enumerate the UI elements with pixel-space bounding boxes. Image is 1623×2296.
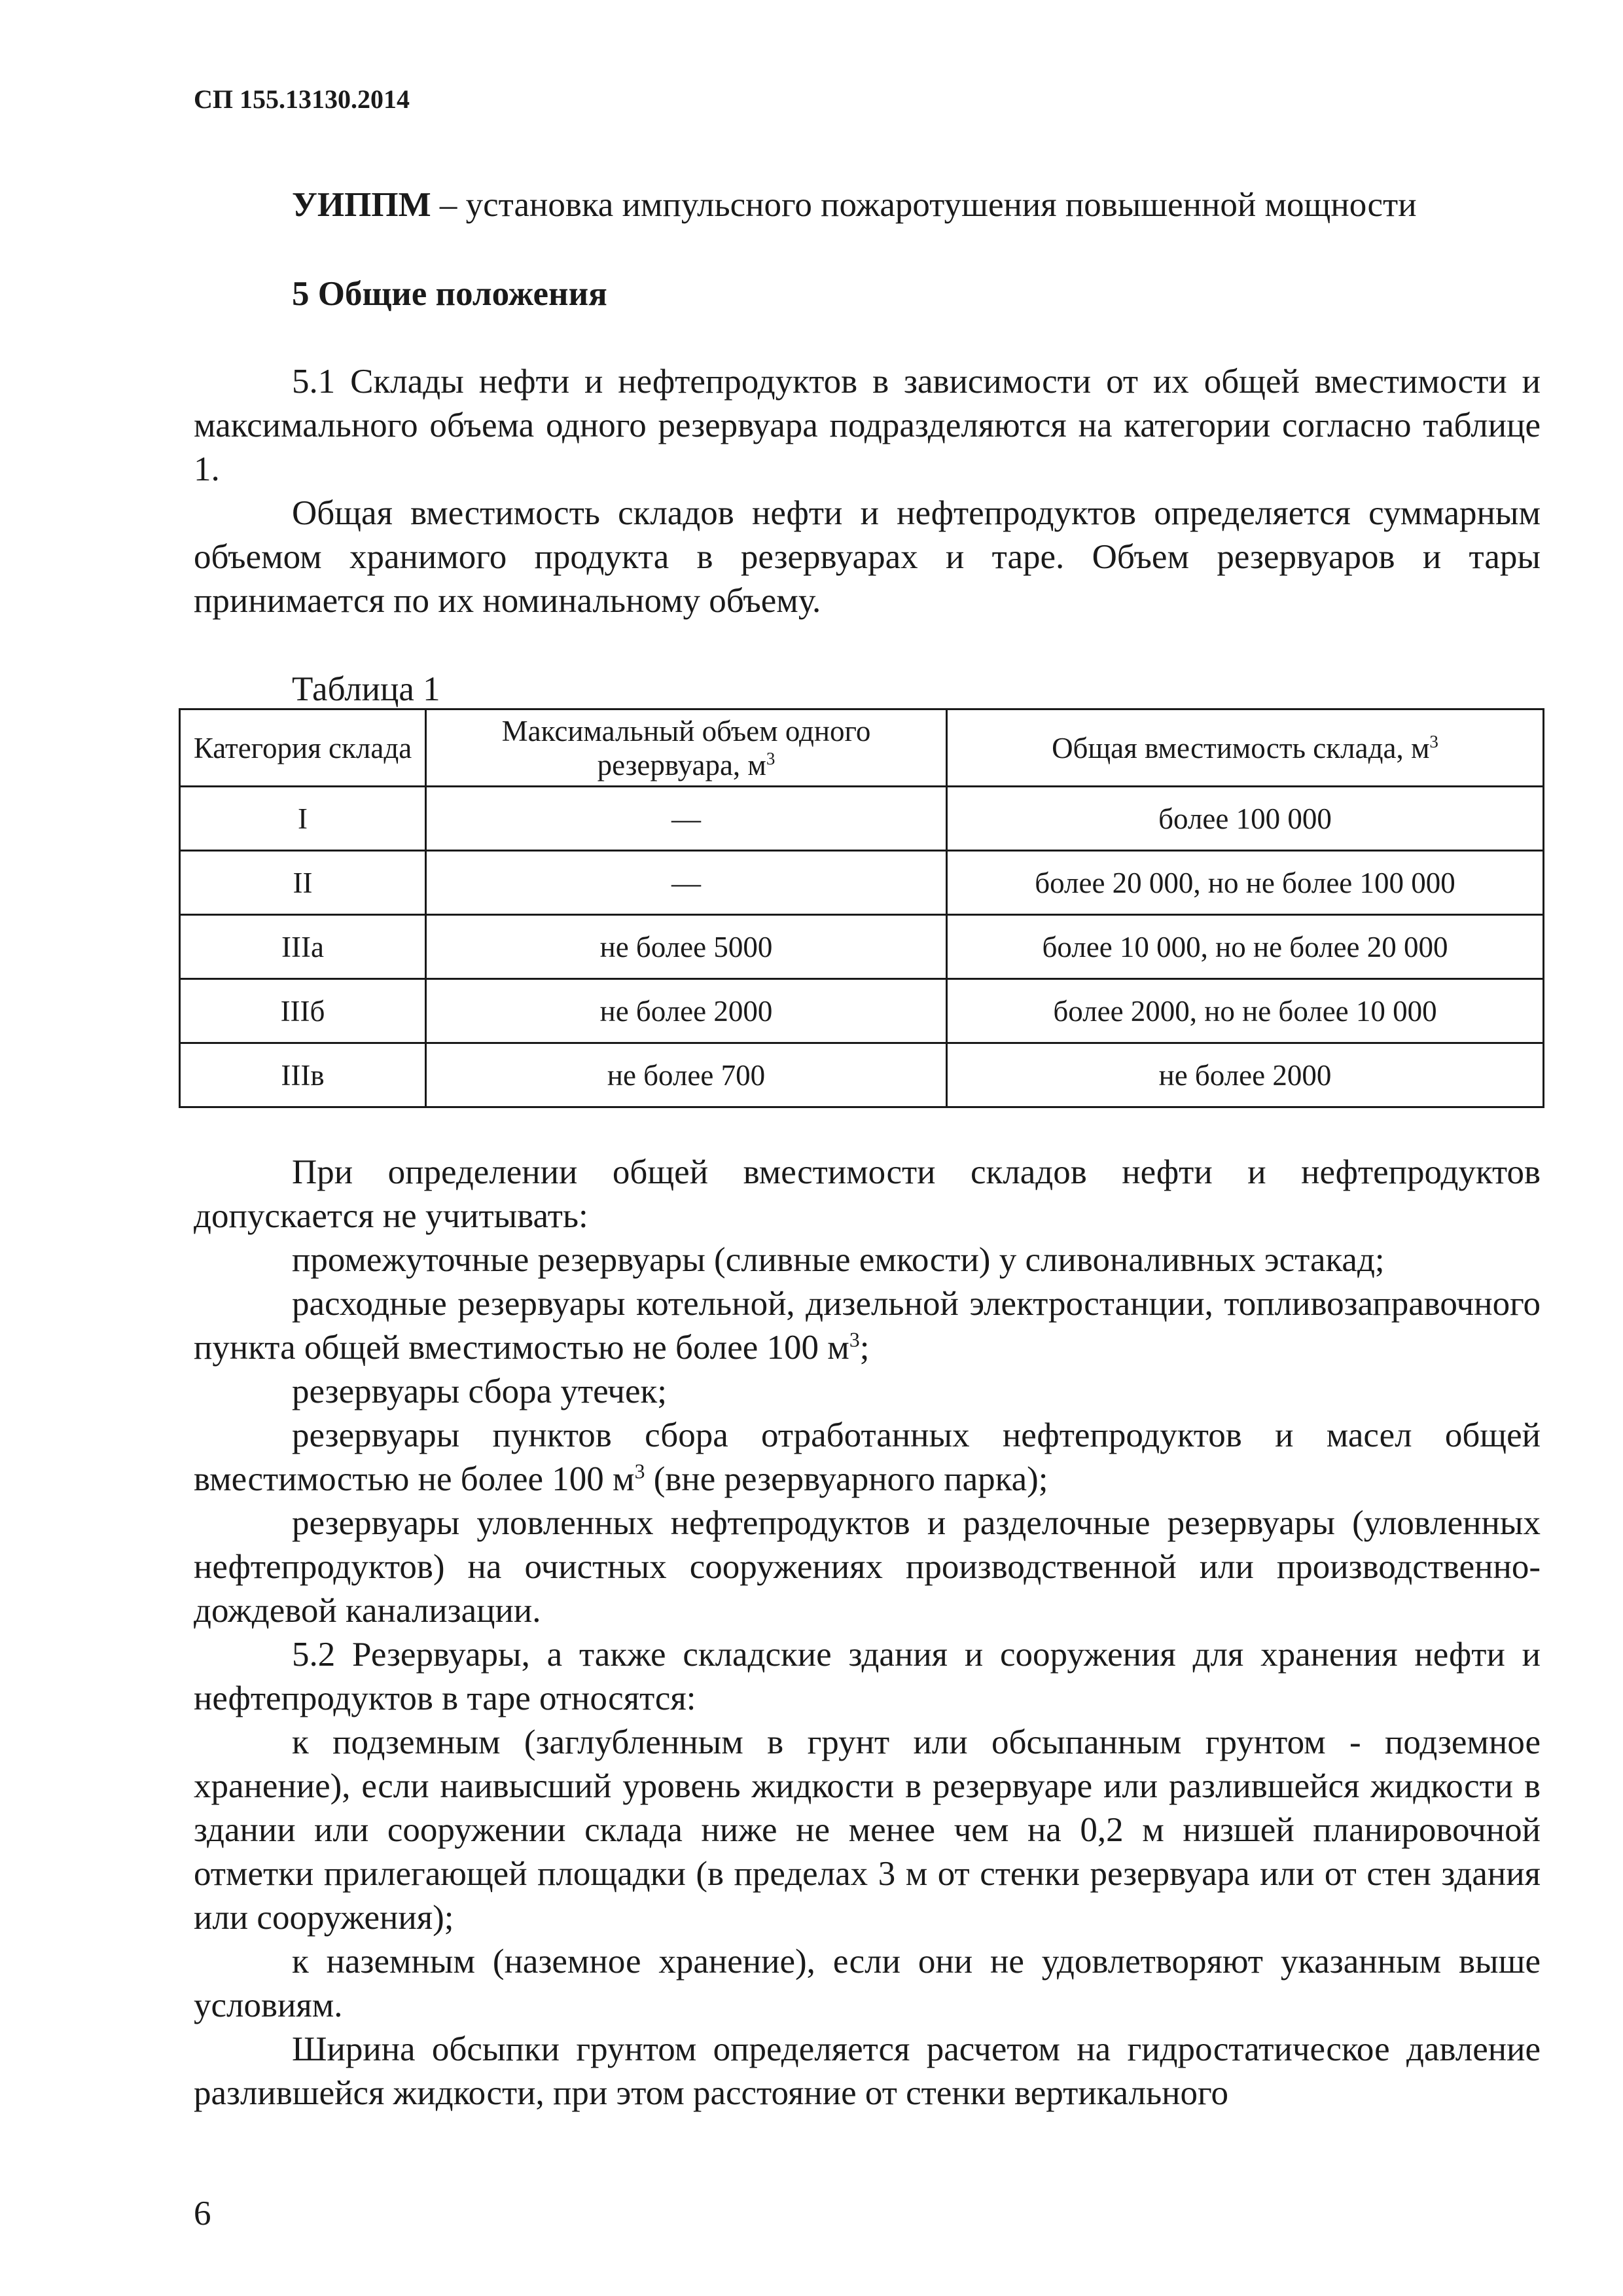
warehouse-category-table	[179, 708, 1544, 1108]
document-code-header: СП 155.13130.2014	[194, 84, 410, 114]
table-cell: не более 2000	[426, 979, 947, 1043]
table-row	[180, 979, 1544, 1043]
table-caption: Таблица 1	[292, 670, 440, 708]
exclusion-item: резервуары сбора утечек;	[292, 1372, 667, 1410]
table-cell: II	[180, 851, 426, 915]
abbreviation-meaning: – установка импульсного пожаротушения повышенной мощности	[431, 186, 1417, 224]
column-header-max-tank-volume-text: Максимальный объем одного резервуара, м	[501, 714, 871, 781]
abbreviation-term: УИППМ	[292, 186, 431, 224]
aboveground-definition: к наземным (наземное хранение), если они не удовлетворяют указанным выше условиям.	[194, 1943, 1541, 2024]
exclusion-item	[194, 1414, 1541, 1501]
section-5-1-text	[194, 360, 1541, 623]
section-title: 5 Общие положения	[292, 275, 607, 313]
table-cell: не более 5000	[426, 915, 947, 979]
table-cell: не более 700	[426, 1043, 947, 1107]
exclusion-item-text: расходные резервуары котельной, дизельной электростанции, топливозаправочного пункта общей вместимостью не более 100 м	[194, 1285, 1541, 1367]
column-header-total-capacity-text: Общая вместимость склада, м	[1052, 731, 1430, 764]
underground-definition: к подземным (заглубленным в грунт или обсыпанным грунтом - подземное хранение), если наивысший уровень жидкости в резервуаре или разлившейся жидкости в здании или сооружении склада ниже не менее чем на 0,2 м низшей планировочной отметки прилегающей площадки (в пределах 3 м от стенки резервуара или от стен здания или сооружения);	[194, 1723, 1541, 1937]
table-cell: —	[426, 787, 947, 851]
superscript-cube: 3	[766, 748, 776, 768]
table-row	[180, 1043, 1544, 1107]
table-cell: более 100 000	[947, 787, 1544, 851]
superscript-cube: 3	[849, 1328, 860, 1352]
table-cell: I	[180, 787, 426, 851]
table-header-row	[180, 709, 1544, 787]
column-header-max-tank-volume	[426, 709, 947, 787]
table-cell: более 10 000, но не более 20 000	[947, 915, 1544, 979]
page-number: 6	[194, 2195, 211, 2233]
exclusions-intro: При определении общей вместимости складов нефти и нефтепродуктов допускается не учитывать:	[194, 1153, 1541, 1235]
embankment-width-paragraph: Ширина обсыпки грунтом определяется расчетом на гидростатическое давление разлившейся жидкости, при этом расстояние от стенки вертикального	[194, 2030, 1541, 2112]
exclusion-item: резервуары уловленных нефтепродуктов и разделочные резервуары (уловленных нефтепродуктов) на очистных сооружениях производственной или производственно-дождевой канализации.	[194, 1504, 1541, 1630]
table-cell: IIIв	[180, 1043, 426, 1107]
table-cell: IIIб	[180, 979, 426, 1043]
paragraph-5-1: 5.1 Склады нефти и нефтепродуктов в зависимости от их общей вместимости и максимального объема одного резервуара подразделяются на категории согласно таблице 1.	[194, 363, 1541, 488]
table-cell: IIIа	[180, 915, 426, 979]
exclusion-item-text: резервуары пунктов сбора отработанных нефтепродуктов и масел общей вместимостью не более 100 м	[194, 1416, 1541, 1498]
table-cell: —	[426, 851, 947, 915]
paragraph-total-capacity: Общая вместимость складов нефти и нефтепродуктов определяется суммарным объемом хранимого продукта в резервуарах и таре. Объем резервуаров и тары принимается по их номинальному объему.	[194, 494, 1541, 620]
column-header-category	[180, 709, 426, 787]
exclusion-item: промежуточные резервуары (сливные емкости) у сливоналивных эстакад;	[292, 1241, 1385, 1279]
exclusion-item	[194, 1282, 1541, 1370]
table-row	[180, 787, 1544, 851]
paragraph-5-2: 5.2 Резервуары, а также складские здания и сооружения для хранения нефти и нефтепродуктов в таре относятся:	[194, 1636, 1541, 1717]
column-header-total-capacity	[947, 709, 1544, 787]
abbreviation-definition	[292, 185, 1417, 226]
table-cell: более 2000, но не более 10 000	[947, 979, 1544, 1043]
exclusion-item-text-end: ;	[859, 1329, 870, 1367]
table-row	[180, 851, 1544, 915]
exclusion-item-text-end: (вне резервуарного парка);	[645, 1460, 1048, 1498]
superscript-cube: 3	[634, 1460, 645, 1483]
table-cell: не более 2000	[947, 1043, 1544, 1107]
table-cell: более 20 000, но не более 100 000	[947, 851, 1544, 915]
exclusions-and-5-2-text	[194, 1151, 1541, 2115]
superscript-cube: 3	[1429, 731, 1438, 751]
column-header-category-text: Категория склада	[193, 731, 412, 764]
table-row	[180, 915, 1544, 979]
